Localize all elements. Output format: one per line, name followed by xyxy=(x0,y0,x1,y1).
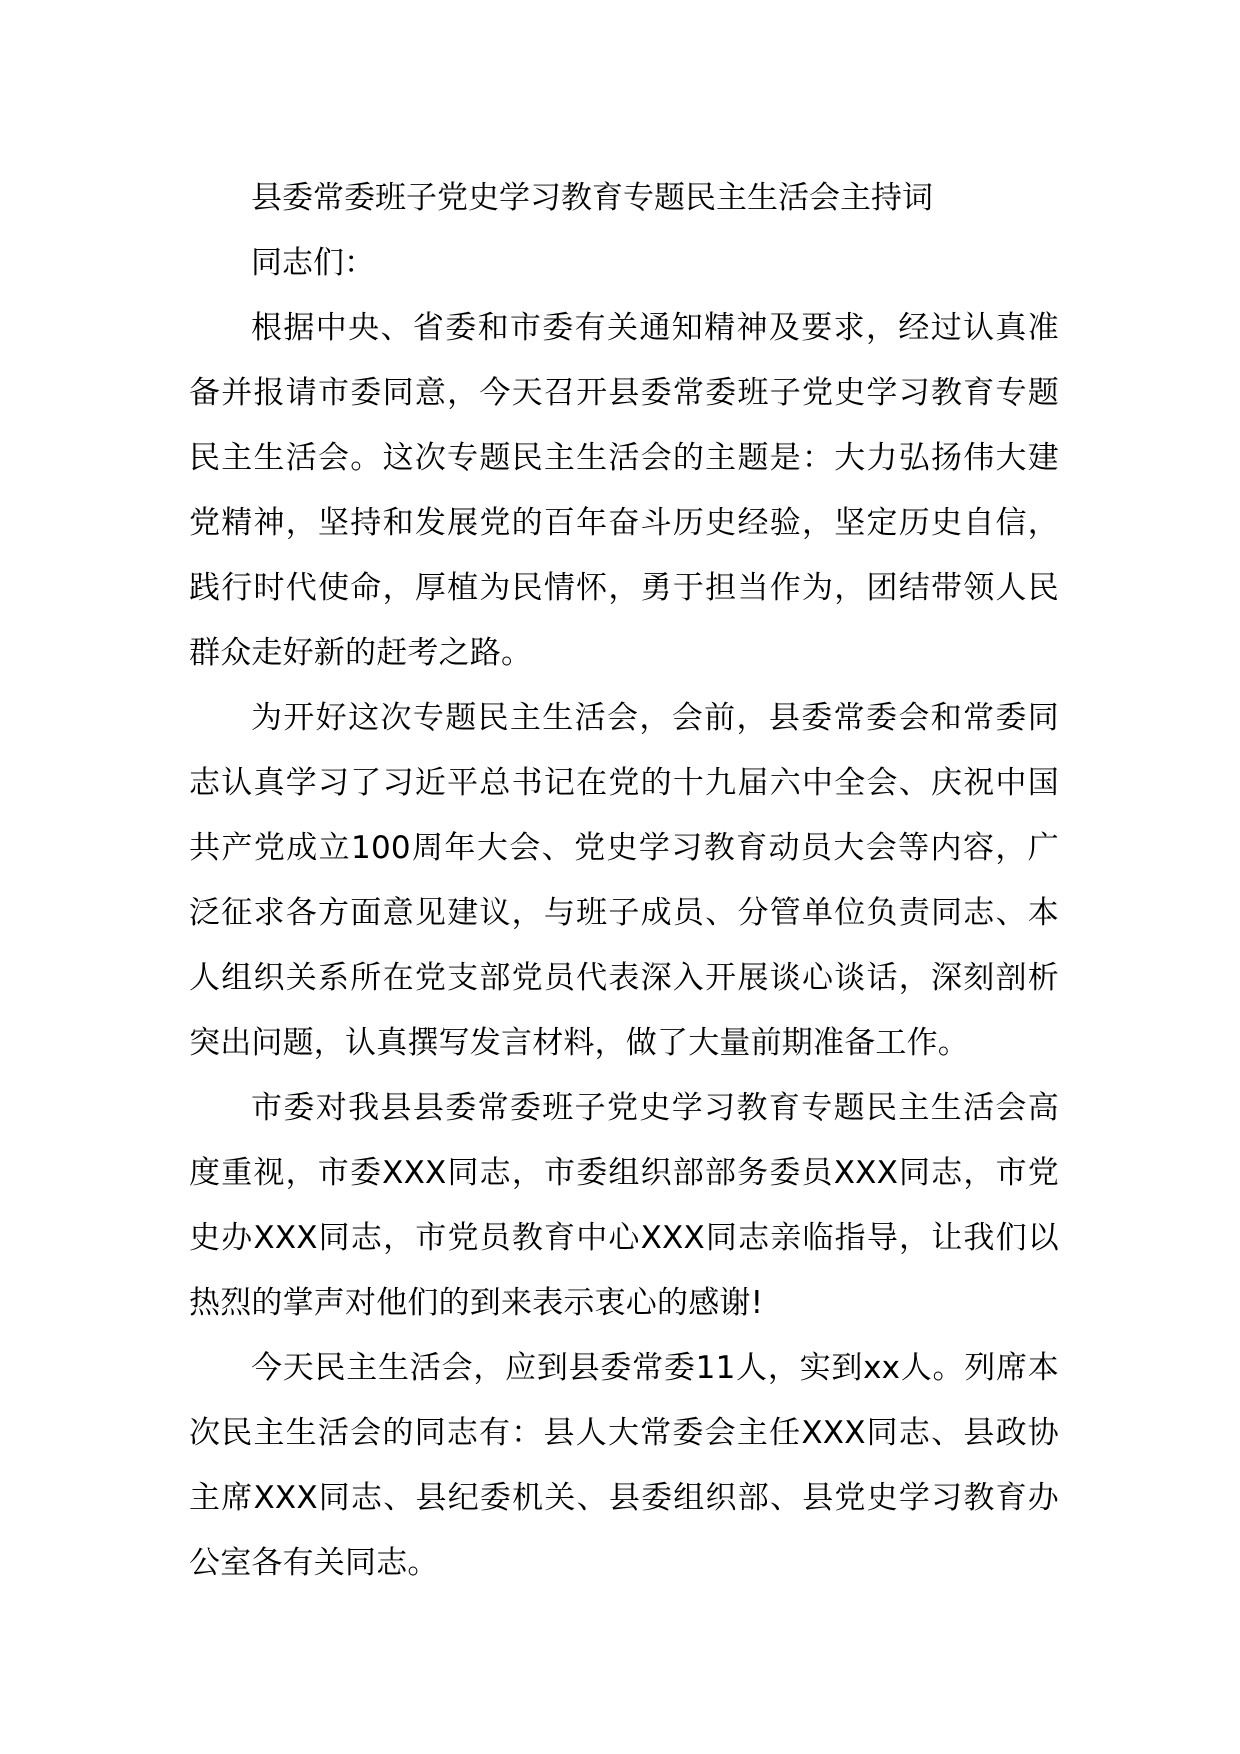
salutation: 同志们： xyxy=(251,245,375,281)
paragraph-topic: 根据中央、省委和市委有关通知精神及要求，经过认真准备并报请市委同意，今天召开县委常委班子党史学习教育专题民主生活会。这次专题民主生活会的主题是：大力弘扬伟大建党精神，坚持和发展党的百年奋斗历史经验，坚定历史自信，践行时代使命，厚植为民情怀，勇于担当作为，团结带领人民群众走好新的赶考之路。 xyxy=(189,310,1059,671)
document-title: 县委常委班子党史学习教育专题民主生活会主持词 xyxy=(251,180,933,216)
paragraph-attendance: 今天民主生活会，应到县委常委11人，实到xx人。列席本次民主生活会的同志有：县人大常委会主任XXX同志、县政协主席XXX同志、县纪委机关、县委组织部、县党史学习教育办公室各有关同志。 xyxy=(189,1350,1059,1581)
paragraph-guidance: 市委对我县县委常委班子党史学习教育专题民主生活会高度重视，市委XXX同志，市委组织部部务委员XXX同志，市党史办XXX同志，市党员教育中心XXX同志亲临指导，让我们以热烈的掌声对他们的到来表示衷心的感谢! xyxy=(189,1090,1059,1321)
paragraph-preparation: 为开好这次专题民主生活会，会前，县委常委会和常委同志认真学习了习近平总书记在党的十九届六中全会、庆祝中国共产党成立100周年大会、党史学习教育动员大会等内容，广泛征求各方面意见建议，与班子成员、分管单位负责同志、本人组织关系所在党支部党员代表深入开展谈心谈话，深刻剖析突出问题，认真撰写发言材料，做了大量前期准备工作。 xyxy=(189,700,1059,1061)
document-body xyxy=(189,166,1059,1596)
